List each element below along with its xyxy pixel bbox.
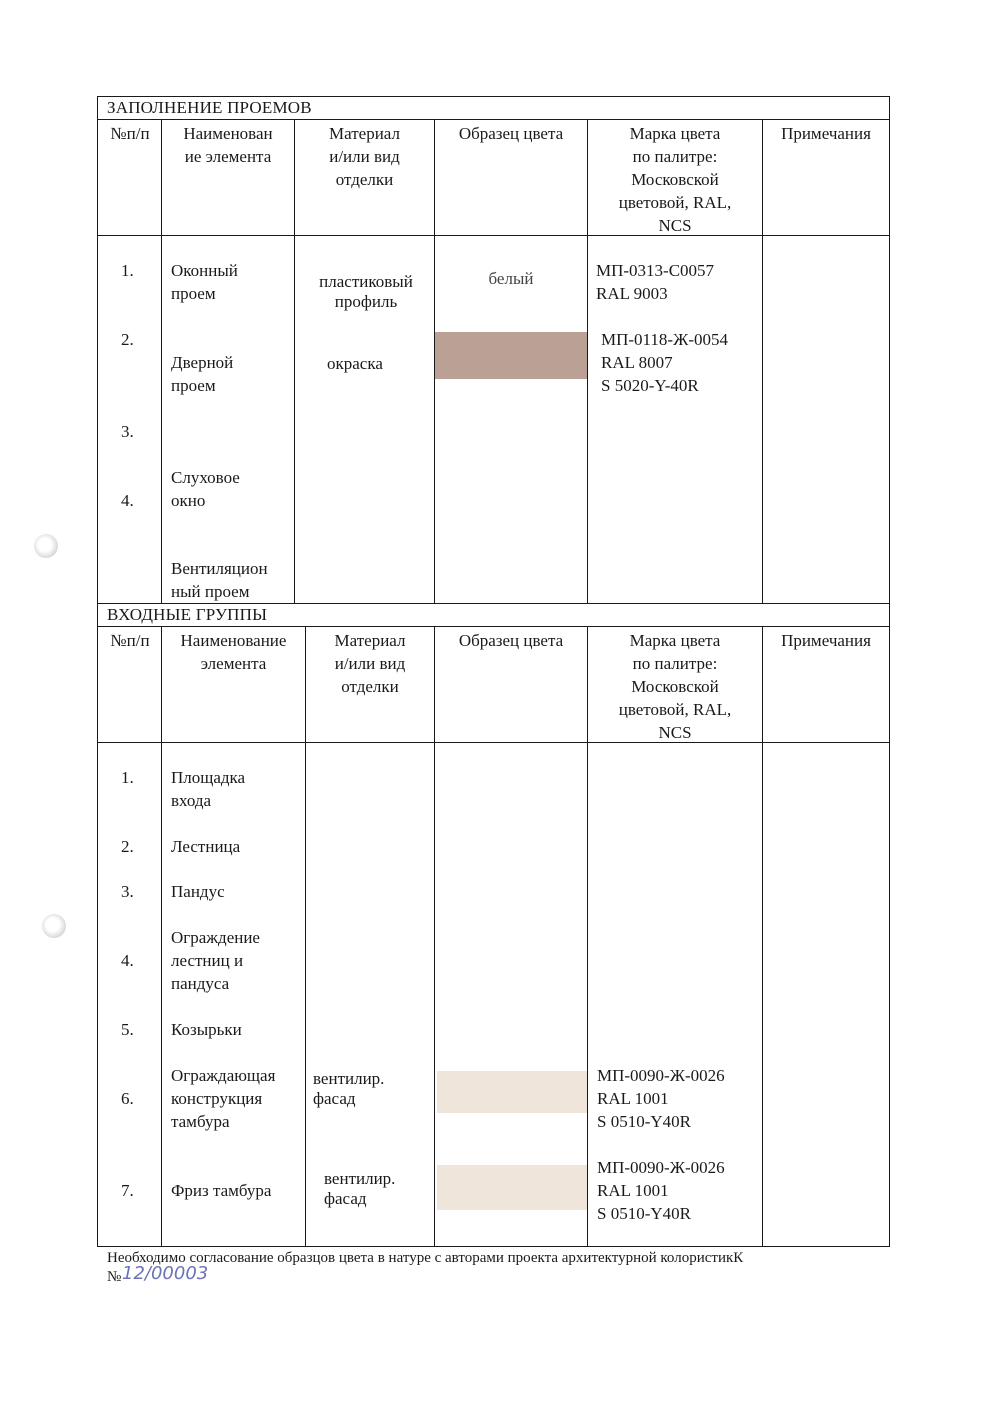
header-notes: Примечания [781, 631, 871, 650]
row-number: 6. [121, 1089, 134, 1108]
header-num: №п/п [110, 124, 150, 143]
row-number: 4. [121, 951, 134, 970]
row-number: 1. [121, 261, 134, 280]
element-name: Ограждение лестниц и пандуса [171, 928, 260, 993]
handwritten-number: 12/00003 [122, 1263, 209, 1284]
header-color-code: Марка цвета по палитре: Московской цветовой, RAL, NCS [618, 124, 732, 235]
color-code: МП-0118-Ж-0054 RAL 8007 S 5020-Y-40R [601, 330, 728, 395]
header-notes: Примечания [781, 124, 871, 143]
color-code: МП-0090-Ж-0026 RAL 1001 S 0510-Y40R [597, 1158, 725, 1223]
header-sample: Образец цвета [458, 124, 564, 143]
material: пластиковый профиль [319, 272, 413, 311]
header-sample: Образец цвета [458, 631, 564, 650]
material: окраска [327, 354, 383, 373]
element-name: Фриз тамбура [171, 1181, 272, 1200]
row-number: 7. [121, 1181, 134, 1200]
row-number: 1. [121, 768, 134, 787]
section-title: ЗАПОЛНЕНИЕ ПРОЕМОВ [107, 98, 312, 117]
row-number: 5. [121, 1020, 134, 1039]
element-name: Площадка входа [171, 768, 246, 810]
header-name: Наименование элемента [180, 631, 287, 673]
punch-hole [42, 914, 66, 938]
element-name: Дверной проем [171, 353, 234, 395]
footer-note: Необходимо согласование образцов цвета в натуре с авторами проекта архитектурной колористикК [107, 1250, 744, 1266]
element-name: Козырьки [171, 1020, 242, 1039]
sample-text: белый [488, 269, 534, 288]
color-swatch [437, 1071, 587, 1113]
row-number: 2. [121, 330, 134, 349]
element-name: Лестница [171, 837, 241, 856]
color-swatch [435, 332, 587, 379]
header-material: Материал и/или вид отделки [334, 631, 406, 696]
row-number: 4. [121, 491, 134, 510]
color-code: МП-0313-С0057 RAL 9003 [596, 261, 715, 303]
material: вентилир. фасад [324, 1169, 396, 1208]
punch-hole [34, 534, 58, 558]
element-name: Пандус [171, 882, 225, 901]
row-number: 3. [121, 422, 134, 441]
header-color-code: Марка цвета по палитре: Московской цветовой, RAL, NCS [618, 631, 732, 742]
header-num: №п/п [110, 631, 150, 650]
color-code: МП-0090-Ж-0026 RAL 1001 S 0510-Y40R [597, 1066, 725, 1131]
element-name: Вентиляцион ный проем [171, 559, 268, 601]
header-material: Материал и/или вид отделки [329, 124, 400, 189]
header-name: Наименован ие элемента [183, 124, 273, 166]
row-number: 3. [121, 882, 134, 901]
material: вентилир. фасад [313, 1069, 385, 1108]
document-number-label: № [107, 1269, 122, 1285]
element-name: Оконный проем [171, 261, 238, 303]
element-name: Слуховое окно [171, 468, 240, 510]
element-name: Ограждающая конструкция тамбура [171, 1066, 276, 1131]
color-swatch [437, 1165, 587, 1210]
section-title: ВХОДНЫЕ ГРУППЫ [107, 605, 268, 624]
row-number: 2. [121, 837, 134, 856]
